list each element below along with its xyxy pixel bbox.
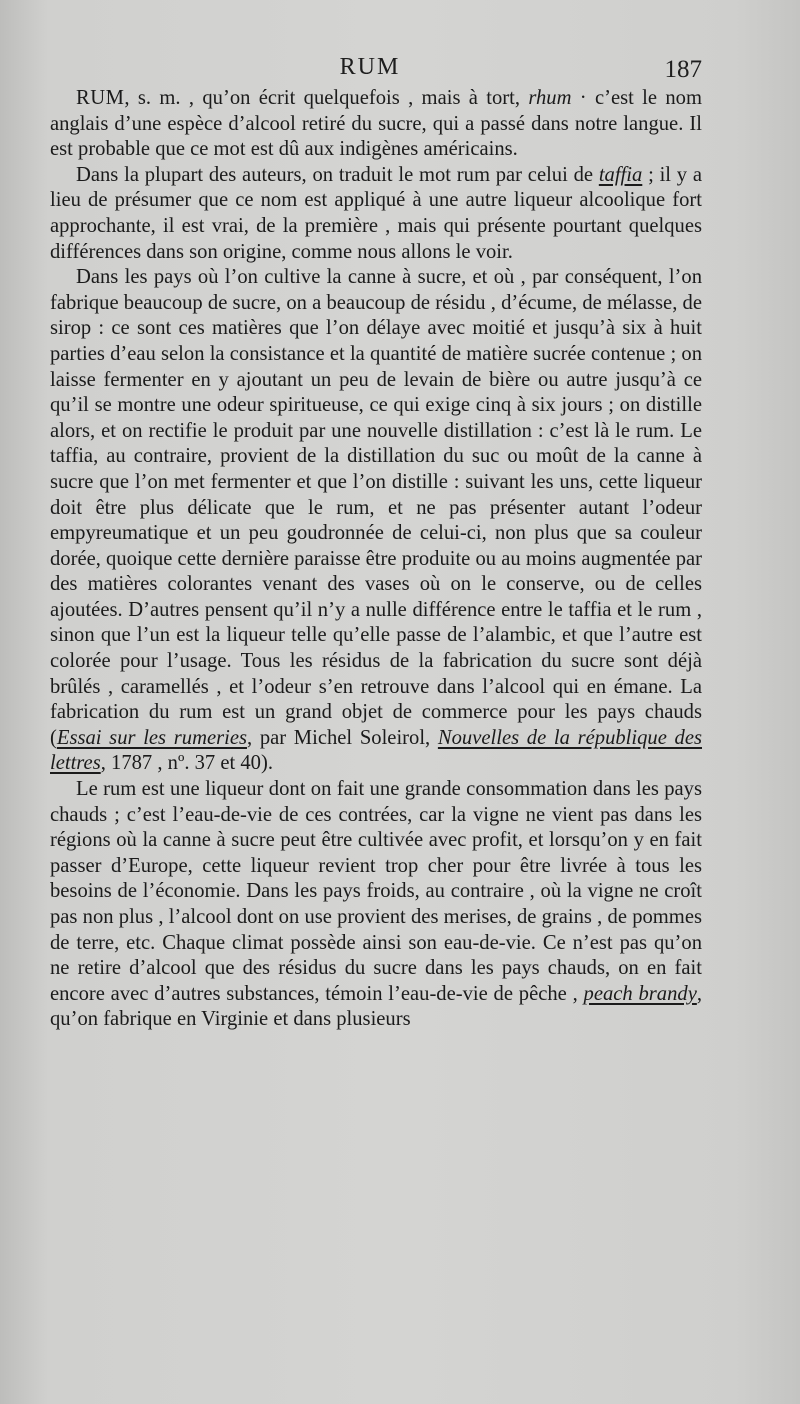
- paragraph-text: , s. m. , qu’on écrit quelquefois , mais à tort,: [124, 87, 529, 109]
- italic-term-peach-brandy: peach brandy: [583, 982, 697, 1005]
- paragraph-text: · c’est le nom anglais d’une espèce d’alcool retiré du sucre, qui a passé dans notre langue. Il est probable que ce mot est dû aux indigènes américains.: [50, 87, 702, 161]
- page-number: 187: [664, 56, 702, 83]
- entry-headword: RUM: [76, 87, 125, 109]
- paragraph-taffia: [50, 163, 702, 265]
- paragraph-definition: [50, 86, 702, 163]
- citation-essai: Essai sur les rumeries: [56, 726, 247, 749]
- paragraph-consommation: [50, 777, 702, 1033]
- citation-nouvelles: Nouvelles de la république des lettres: [50, 726, 702, 775]
- paragraph-text: , 1787 , nº. 37 et 40).: [100, 752, 273, 775]
- italic-term-taffia: taffia: [598, 163, 643, 186]
- paragraph-text: ; il y a lieu de présumer que ce nom est appliqué à une autre liqueur alcoolique fort approchante, il est vrai, de la première , mais qui présente pourtant quelques différences dans son origine, comme nous allons le voir.: [50, 163, 702, 263]
- italic-term-rhum: rhum: [528, 87, 572, 109]
- paragraph-text: , par Michel Soleirol,: [246, 726, 438, 749]
- paragraph-text: , qu’on fabrique en Virginie et dans plusieurs: [50, 982, 702, 1031]
- paragraph-text: Le rum est une liqueur dont on fait une grande consommation dans les pays chauds ; c’est l’eau-de-vie de ces contrées, car la vigne ne vient pas dans les régions où la canne à sucre peut être cultivée avec profit, et lorsqu’on y en fait passer d’Europe, cette liqueur revient trop cher pour être livrée à tous les besoins de l’économie. Dans les pays froids, au contraire , où la vigne ne croît pas non plus , l’alcool dont on use provient des merises, de grains , de pommes de terre, etc. Chaque climat possède ainsi son eau-de-vie. Ce n’est pas qu’on ne retire d’alcool que des résidus du sucre dans les pays chauds, on en fait encore avec d’autres substances, témoin l’eau-de-vie de pêche ,: [50, 778, 702, 1005]
- article-body: [50, 86, 702, 1033]
- paragraph-fabrication: [50, 265, 702, 777]
- paragraph-text: Dans les pays où l’on cultive la canne à sucre, et où , par conséquent, l’on fabrique beaucoup de sucre, on a beaucoup de résidu , d’écume, de mélasse, de sirop : ce sont ces matières que l’on délaye avec moitié et jusqu’à six à huit parties d’eau selon la consistance et la quantité de matière sucrée contenue ; on laisse fermenter en y ajoutant un peu de levain de bière ou autre jusqu’à ce qu’il se montre une odeur spiritueuse, ce qui exige cinq à six jours ; on distille alors, et on rectifie le produit par une nouvelle distillation : c’est là le rum. Le taffia, au contraire, provient de la distillation du suc ou moût de la canne à sucre que l’on met fermenter et que l’on distille : suivant les uns, cette liqueur doit être plus délicate que le rum, et ne pas présenter autant l’odeur empyreumatique et un peu goudronnée de celui-ci, non plus que sa couleur dorée, quoique cette dernière paraisse être produite ou au moins augmentée par des matières colorantes venant des vases où on le conserve, ou de celles ajoutées. D’autres pensent qu’il n’y a nulle différence entre le taffia et le rum , sinon que l’un est la liqueur telle qu’elle passe de l’alambic, et que l’autre est colorée pour l’usage. Tous les résidus de la fabrication du sucre sont déjà brûlés , caramellés , et l’odeur s’en retrouve dans l’alcool qui en émane. La fabrication du rum est un grand objet de commerce pour les pays chauds (: [50, 266, 702, 749]
- running-title: RUM: [339, 54, 401, 80]
- paragraph-text: Dans la plupart des auteurs, on traduit le mot rum par celui de: [76, 163, 599, 186]
